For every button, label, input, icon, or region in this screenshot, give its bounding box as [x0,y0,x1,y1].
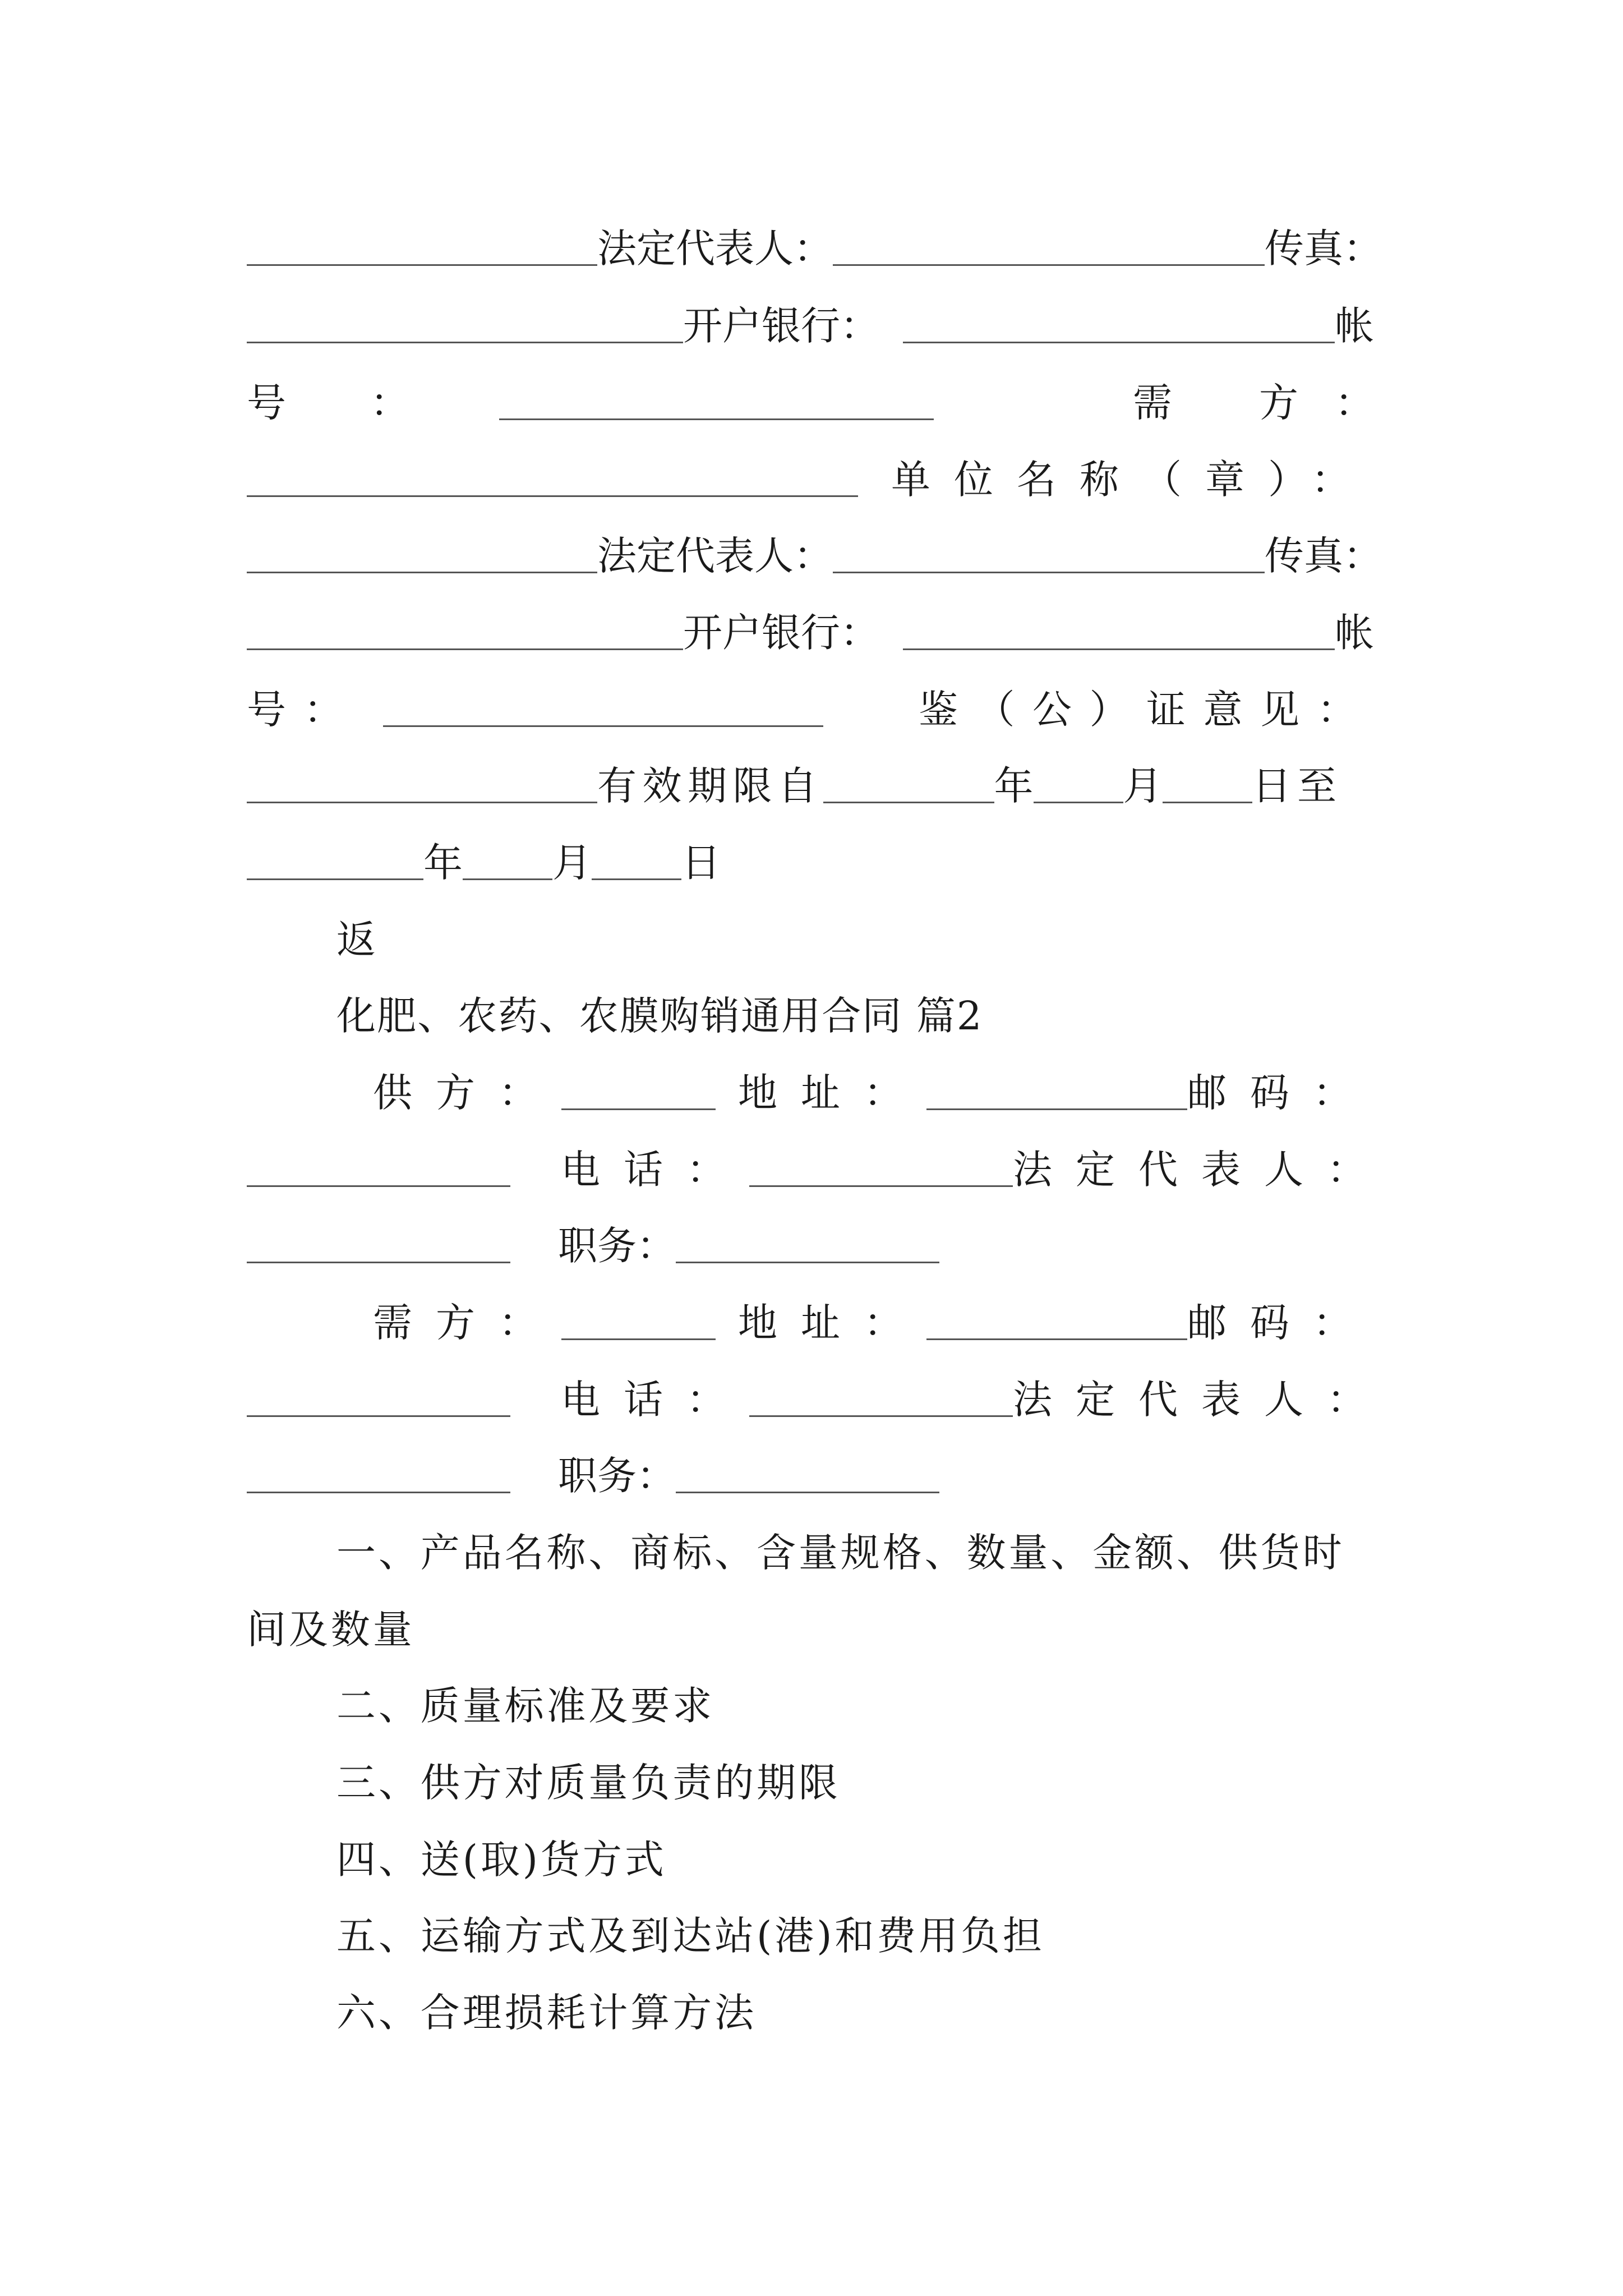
blank-field[interactable] [247,259,597,266]
buyer-line-1 [373,1282,1376,1346]
label-legal-rep: 法定代表人： [1013,1147,1390,1193]
label-supplier: 供方： [373,1070,561,1116]
buyer-line-3 [247,1435,1374,1497]
form-line-notarization [247,669,1374,733]
blank-field[interactable] [749,1410,1013,1417]
clause-1-continued: 间及数量 [247,1607,415,1653]
form-line-legal-rep-fax-1 [247,208,1382,272]
blank-field[interactable] [926,1333,1187,1340]
label-phone: 电话： [561,1147,749,1193]
blank-field[interactable] [1034,796,1123,803]
blank-field[interactable] [383,720,823,727]
clause-2: 二、质量标准及要求 [336,1683,715,1729]
label-day: 日 [681,840,721,886]
clause-6: 六、合理损耗计算方法 [336,1990,757,2036]
blank-field[interactable] [463,873,552,880]
form-line-bank-2 [247,592,1374,654]
label-postcode: 邮码： [1187,1070,1376,1116]
label-account-start: 帐 [1335,610,1374,656]
colon: ： [370,380,409,426]
blank-field[interactable] [676,1256,939,1263]
buyer-line-2 [247,1359,1390,1423]
contract-heading: 化肥、农药、农膜购销通用合同 篇2 [336,993,983,1039]
blank-field[interactable] [247,1180,510,1187]
colon: ： [1335,380,1374,426]
label-account-start: 帐 [1335,303,1374,349]
label-legal-rep: 法定代表人： [1013,1377,1390,1423]
blank-field[interactable] [749,1180,1013,1187]
blank-field[interactable] [247,796,597,803]
label-month: 月 [552,840,592,886]
supplier-line-2 [247,1129,1390,1193]
blank-field[interactable] [561,1333,716,1340]
label-legal-rep: 法定代表人： [597,226,833,272]
label-fax: 传真： [1265,226,1382,272]
label-fax: 传真： [1265,533,1382,579]
clause-5: 五、运输方式及到达站(港)和费用负担 [336,1913,1045,1959]
blank-field[interactable] [247,1410,510,1417]
label-notarization: 鉴（公）证意见： [919,687,1374,733]
form-line-legal-rep-fax-2 [247,515,1382,579]
label-phone: 电话： [561,1377,749,1423]
label-legal-rep: 法定代表人： [597,533,833,579]
blank-field[interactable] [247,1486,510,1493]
form-line-validity-end [247,822,1374,884]
label-company-seal: 单位名称（章）： [891,457,1374,503]
label-account-end: 号： [247,687,361,733]
clause-4: 四、送(取)货方式 [336,1837,667,1883]
blank-field[interactable] [926,1103,1187,1110]
blank-field[interactable] [833,566,1265,573]
blank-field[interactable] [499,413,934,420]
supplier-line-3 [247,1205,1374,1267]
label-day-to: 日至 [1252,763,1343,809]
label-address: 地址： [738,1300,926,1346]
blank-field[interactable] [823,796,994,803]
blank-field[interactable] [903,336,1335,343]
label-buyer-1: 需 [1133,380,1172,426]
blank-field[interactable] [903,643,1335,650]
form-line-validity [247,745,1374,807]
label-month: 月 [1123,763,1163,809]
label-bank: 开户银行： [683,610,879,656]
blank-field[interactable] [592,873,681,880]
blank-field[interactable] [247,1256,510,1263]
back-text: 返 [336,917,376,963]
blank-field[interactable] [247,873,423,880]
label-buyer: 需方： [373,1300,561,1346]
blank-field[interactable] [247,490,858,497]
blank-field[interactable] [1163,796,1252,803]
label-bank: 开户银行： [683,303,879,349]
blank-field[interactable] [247,336,683,343]
blank-field[interactable] [561,1103,716,1110]
supplier-line-1 [373,1052,1374,1114]
label-year: 年 [423,840,463,886]
label-position: 职务： [558,1453,676,1499]
label-account-end: 号 [247,380,286,426]
blank-field[interactable] [247,566,597,573]
label-buyer-2: 方 [1259,380,1298,426]
label-address: 地址： [738,1070,926,1116]
clause-3: 三、供方对质量负责的期限 [336,1760,841,1806]
form-line-bank-1 [247,285,1374,347]
label-position: 职务： [558,1223,676,1269]
blank-field[interactable] [676,1486,939,1493]
clause-1: 一、产品名称、商标、含量规格、数量、金额、供货时 [336,1530,1345,1576]
label-postcode: 邮码： [1187,1300,1376,1346]
blank-field[interactable] [833,259,1265,266]
label-year: 年 [994,763,1034,809]
blank-field[interactable] [247,643,683,650]
form-line-account-buyer [247,362,1374,424]
label-valid-from: 有效期限自 [597,763,823,809]
form-line-company-name [247,439,1374,503]
